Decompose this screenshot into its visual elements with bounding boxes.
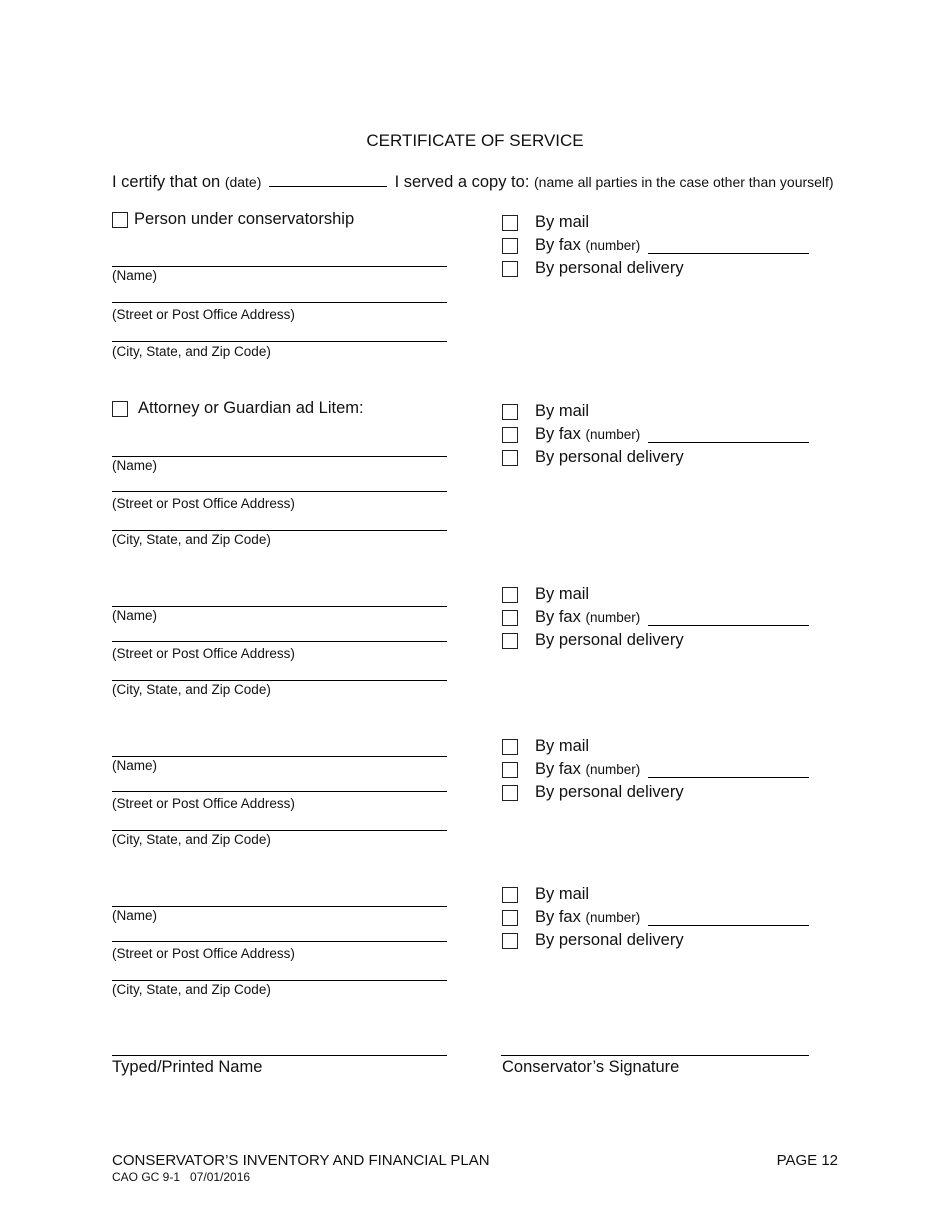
name-label: (Name) — [112, 268, 158, 283]
conservator-signature-label: Conservator’s Signature — [502, 1058, 680, 1076]
fax-number-field-3[interactable] — [648, 625, 809, 626]
certify-prefix: I certify that on — [112, 173, 221, 191]
fax-number-field-4[interactable] — [648, 777, 809, 778]
street-field-4[interactable] — [112, 791, 447, 792]
name-field-3[interactable] — [112, 606, 447, 607]
name-label: (Name) — [112, 608, 158, 623]
street-label: (Street or Post Office Address) — [112, 646, 295, 661]
by-mail-checkbox-4[interactable] — [502, 739, 518, 755]
city-field-1[interactable] — [112, 341, 447, 342]
by-personal-delivery-label: By personal delivery — [535, 783, 684, 801]
by-mail-checkbox-5[interactable] — [502, 887, 518, 903]
fax-number-hint: (number) — [585, 762, 641, 777]
street-label: (Street or Post Office Address) — [112, 796, 295, 811]
by-mail-checkbox-1[interactable] — [502, 215, 518, 231]
fax-number-hint: (number) — [585, 610, 641, 625]
name-field-1[interactable] — [112, 266, 447, 267]
by-fax-label — [535, 236, 640, 255]
street-field-3[interactable] — [112, 641, 447, 642]
city-field-2[interactable] — [112, 530, 447, 531]
city-label: (City, State, and Zip Code) — [112, 982, 271, 997]
by-mail-label: By mail — [535, 213, 590, 231]
fax-number-field-2[interactable] — [648, 442, 809, 443]
by-personal-delivery-checkbox-1[interactable] — [502, 261, 518, 277]
street-label: (Street or Post Office Address) — [112, 496, 295, 511]
name-field-2[interactable] — [112, 456, 447, 457]
name-label: (Name) — [112, 758, 158, 773]
by-fax-checkbox-4[interactable] — [502, 762, 518, 778]
by-fax-label — [535, 760, 640, 779]
date-field[interactable] — [269, 172, 387, 187]
by-fax-checkbox-5[interactable] — [502, 910, 518, 926]
street-field-1[interactable] — [112, 302, 447, 303]
by-personal-delivery-label: By personal delivery — [535, 259, 684, 277]
by-fax-text: By fax — [535, 608, 581, 626]
city-label: (City, State, and Zip Code) — [112, 532, 271, 547]
by-mail-checkbox-2[interactable] — [502, 404, 518, 420]
fax-number-hint: (number) — [585, 427, 641, 442]
parties-hint: (name all parties in the case other than yourself) — [534, 174, 834, 190]
by-personal-delivery-checkbox-3[interactable] — [502, 633, 518, 649]
name-field-5[interactable] — [112, 906, 447, 907]
typed-name-field[interactable] — [112, 1055, 447, 1056]
by-personal-delivery-label: By personal delivery — [535, 631, 684, 649]
date-hint: (date) — [224, 174, 262, 190]
street-field-5[interactable] — [112, 941, 447, 942]
certify-statement — [112, 172, 834, 192]
block-heading-2: Attorney or Guardian ad Litem: — [138, 399, 364, 417]
by-mail-label: By mail — [535, 585, 590, 603]
footer-form-title: CONSERVATOR’S INVENTORY AND FINANCIAL PLAN — [112, 1152, 490, 1169]
by-fax-checkbox-3[interactable] — [502, 610, 518, 626]
fax-number-hint: (number) — [585, 910, 641, 925]
by-fax-label — [535, 425, 640, 444]
footer-form-code: CAO GC 9-1 07/01/2016 — [112, 1170, 251, 1184]
by-mail-label: By mail — [535, 737, 590, 755]
by-fax-checkbox-2[interactable] — [502, 427, 518, 443]
city-label: (City, State, and Zip Code) — [112, 682, 271, 697]
fax-number-field-5[interactable] — [648, 925, 809, 926]
by-personal-delivery-checkbox-4[interactable] — [502, 785, 518, 801]
by-fax-text: By fax — [535, 908, 581, 926]
by-fax-text: By fax — [535, 760, 581, 778]
name-field-4[interactable] — [112, 756, 447, 757]
by-fax-label — [535, 908, 640, 927]
by-fax-checkbox-1[interactable] — [502, 238, 518, 254]
by-fax-text: By fax — [535, 425, 581, 443]
by-mail-checkbox-3[interactable] — [502, 587, 518, 603]
city-field-4[interactable] — [112, 830, 447, 831]
city-label: (City, State, and Zip Code) — [112, 832, 271, 847]
by-personal-delivery-checkbox-5[interactable] — [502, 933, 518, 949]
by-fax-label — [535, 608, 640, 627]
city-field-5[interactable] — [112, 980, 447, 981]
certify-middle: I served a copy to: — [394, 173, 530, 191]
block-heading-1: Person under conservatorship — [134, 210, 355, 228]
conservator-signature-field[interactable] — [501, 1055, 809, 1056]
city-label: (City, State, and Zip Code) — [112, 344, 271, 359]
street-field-2[interactable] — [112, 491, 447, 492]
by-personal-delivery-label: By personal delivery — [535, 931, 684, 949]
name-label: (Name) — [112, 458, 158, 473]
name-label: (Name) — [112, 908, 158, 923]
by-mail-label: By mail — [535, 402, 590, 420]
attorney-guardian-checkbox[interactable] — [112, 401, 128, 417]
city-field-3[interactable] — [112, 680, 447, 681]
by-personal-delivery-label: By personal delivery — [535, 448, 684, 466]
fax-number-hint: (number) — [585, 238, 641, 253]
by-fax-text: By fax — [535, 236, 581, 254]
street-label: (Street or Post Office Address) — [112, 307, 295, 322]
by-mail-label: By mail — [535, 885, 590, 903]
fax-number-field-1[interactable] — [648, 253, 809, 254]
street-label: (Street or Post Office Address) — [112, 946, 295, 961]
by-personal-delivery-checkbox-2[interactable] — [502, 450, 518, 466]
person-under-conservatorship-checkbox[interactable] — [112, 212, 128, 228]
footer-page-number: PAGE 12 — [776, 1152, 838, 1169]
page-title: CERTIFICATE OF SERVICE — [366, 131, 584, 150]
typed-name-label: Typed/Printed Name — [112, 1058, 263, 1076]
